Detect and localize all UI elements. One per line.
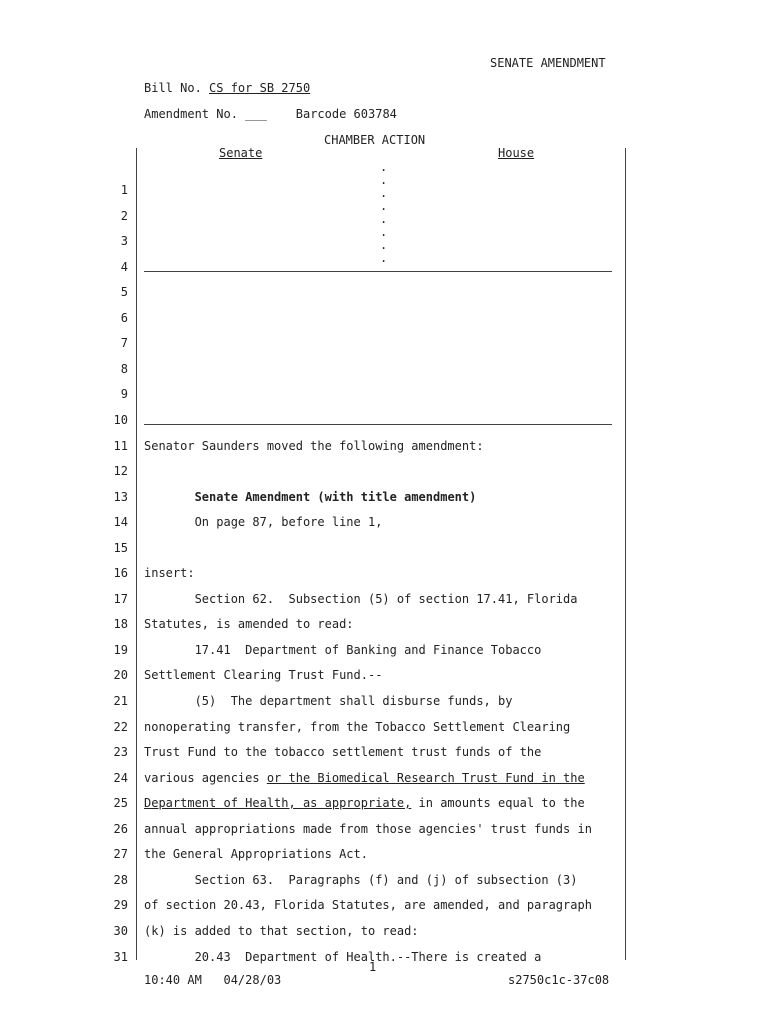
line-number: 22 (113, 720, 128, 734)
line-number: 28 (113, 873, 128, 887)
text-line (144, 873, 577, 887)
line-number: 18 (113, 617, 128, 631)
text-line (144, 720, 570, 734)
text-line (144, 566, 195, 580)
text-line (144, 490, 476, 504)
line-number: 16 (113, 566, 128, 580)
line-number: 7 (120, 336, 128, 350)
text-line (144, 439, 484, 453)
line-number: 30 (113, 924, 128, 938)
amendment-blank: ___ (245, 107, 267, 121)
line-segment: nonoperating transfer, from the Tobacco Settlement Clearing (144, 720, 571, 734)
text-line (144, 668, 382, 682)
line-number: 2 (120, 209, 128, 223)
line-segment: 17.41 Department of Banking and Finance Tobacco (144, 643, 542, 657)
separator-dot: . (380, 225, 388, 239)
line-segment: various agencies (144, 771, 267, 785)
page-number: 1 (369, 960, 377, 974)
line-number: 24 (113, 771, 128, 785)
line-segment: (5) The department shall disburse funds, by (144, 694, 513, 708)
separator-dot: . (380, 199, 388, 213)
chamber-action-title: CHAMBER ACTION (324, 133, 426, 147)
line-number: 29 (113, 898, 128, 912)
text-line (144, 694, 512, 708)
inserted-text: or the Biomedical Research Trust Fund in the (266, 771, 585, 785)
separator-dot: . (380, 238, 388, 252)
text-line (144, 847, 368, 861)
line-segment (144, 490, 195, 504)
document-id: s2750c1c-37c08 (508, 973, 610, 987)
bill-number-line (144, 81, 310, 95)
text-line (144, 924, 419, 938)
chamber-section-rule (144, 424, 612, 425)
line-segment: annual appropriations made from those agencies' trust funds in (144, 822, 592, 836)
amendment-heading: Senate Amendment (with title amendment) (194, 490, 477, 504)
line-number: 14 (113, 515, 128, 529)
line-segment: Section 62. Subsection (5) of section 17.41, Florida (144, 592, 578, 606)
line-number: 25 (113, 796, 128, 810)
text-line (144, 898, 592, 912)
line-segment: Statutes, is amended to read: (144, 617, 354, 631)
line-number: 26 (113, 822, 128, 836)
separator-dot: . (380, 212, 388, 226)
line-segment: in amounts equal to the (411, 796, 585, 810)
line-number: 3 (120, 234, 128, 248)
text-line (144, 771, 585, 785)
line-segment: Senator Saunders moved the following amendment: (144, 439, 484, 453)
line-segment: insert: (144, 566, 195, 580)
amendment-label: Amendment No. (144, 107, 238, 121)
separator-dot: . (380, 251, 388, 265)
bill-number: CS for SB 2750 (209, 81, 311, 95)
line-segment: 20.43 Department of Health.--There is created a (144, 950, 542, 964)
line-number: 21 (113, 694, 128, 708)
line-number: 4 (120, 260, 128, 274)
chamber-senate-label: Senate (219, 146, 263, 160)
line-number: 17 (113, 592, 128, 606)
chamber-section-rule (144, 271, 612, 272)
line-segment: Trust Fund to the tobacco settlement trust funds of the (144, 745, 542, 759)
right-margin-rule (625, 148, 626, 960)
line-segment: Section 63. Paragraphs (f) and (j) of subsection (3) (144, 873, 578, 887)
separator-dot: . (380, 186, 388, 200)
line-segment: Settlement Clearing Trust Fund.-- (144, 668, 383, 682)
footer-date: 04/28/03 (223, 973, 282, 987)
document-title: SENATE AMENDMENT (490, 56, 606, 70)
line-number: 12 (113, 464, 128, 478)
footer-timestamp (144, 973, 281, 987)
line-number: 10 (113, 413, 128, 427)
line-segment: (k) is added to that section, to read: (144, 924, 419, 938)
line-number: 20 (113, 668, 128, 682)
amendment-line (144, 107, 397, 121)
left-margin-rule (136, 148, 137, 960)
text-line (144, 592, 577, 606)
line-number: 23 (113, 745, 128, 759)
footer-time: 10:40 AM (144, 973, 202, 987)
line-segment: of section 20.43, Florida Statutes, are amended, and paragraph (144, 898, 592, 912)
line-number: 27 (113, 847, 128, 861)
barcode: Barcode 603784 (295, 107, 397, 121)
text-line (144, 643, 541, 657)
text-line (144, 515, 382, 529)
line-number: 8 (120, 362, 128, 376)
text-line (144, 796, 585, 810)
bill-label: Bill No. (144, 81, 202, 95)
chamber-house-label: House (498, 146, 535, 160)
text-line (144, 822, 592, 836)
line-number: 11 (113, 439, 128, 453)
line-number: 6 (120, 311, 128, 325)
line-number: 9 (120, 387, 128, 401)
line-number: 1 (120, 183, 128, 197)
text-line (144, 745, 541, 759)
line-number: 19 (113, 643, 128, 657)
line-number: 5 (120, 285, 128, 299)
line-segment: On page 87, before line 1, (144, 515, 383, 529)
separator-dot: . (380, 160, 388, 174)
line-segment: the General Appropriations Act. (144, 847, 368, 861)
separator-dot: . (380, 173, 388, 187)
text-line (144, 617, 354, 631)
line-number: 13 (113, 490, 128, 504)
inserted-text: Department of Health, as appropriate, (144, 796, 412, 810)
line-number: 15 (113, 541, 128, 555)
line-number: 31 (113, 950, 128, 964)
text-line (144, 950, 541, 964)
